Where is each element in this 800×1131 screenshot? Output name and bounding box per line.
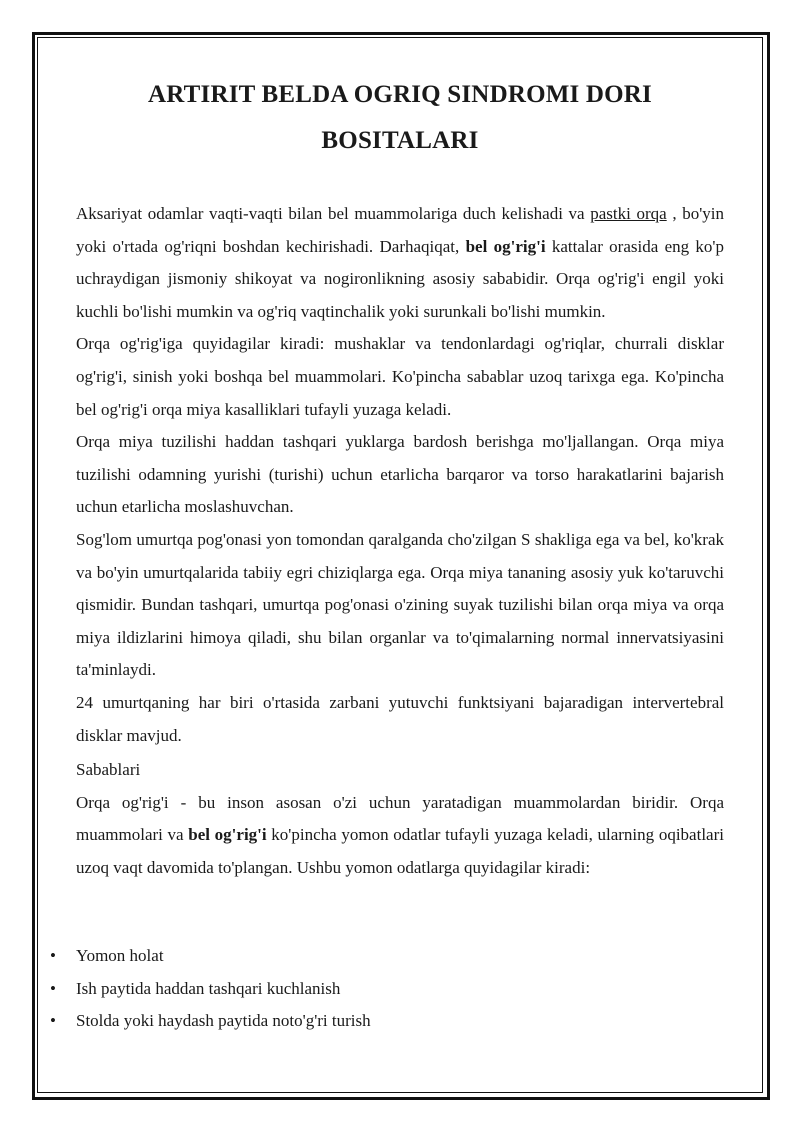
list-item [48, 973, 728, 1006]
document-title: ARTIRIT BELDA OGRIQ SINDROMI DORI BOSITALARI [148, 81, 652, 154]
bel-ogrigi-bold: bel og'rig'i [465, 236, 546, 256]
paragraph-bad-habits [76, 787, 724, 885]
paragraph-bad-habits-text-b: ko'pincha yomon odatlar tufayli yuzaga keladi, ularning oqibatlari uzoq vaqt davomida to'plangan. Ushbu yomon odatlarga quyidagilar kiradi: [76, 825, 724, 877]
paragraph-intro-text-b: , bo'yin yoki o'rtada og'riqni boshdan kechirishadi. Darhaqiqat, [76, 204, 724, 256]
paragraph-intervertebral-discs: 24 umurtqaning har biri o'rtasida zarbani yutuvchi funktsiyani bajaradigan intervertebral disklar mavjud. [76, 692, 724, 745]
bullet-dot-icon: • [50, 978, 56, 998]
paragraph-intro [76, 198, 724, 328]
list-item-text: Yomon holat [76, 946, 164, 965]
list-item [48, 1005, 728, 1038]
bullet-dot-icon: • [50, 1011, 56, 1031]
list-item-text: Ish paytida haddan tashqari kuchlanish [76, 978, 341, 998]
paragraph-healthy-spine: Sog'lom umurtqa pog'onasi yon tomondan qaralganda cho'zilgan S shakliga ega va bel, ko'krak va bo'yin umurtqalarida tabiiy egri chiziqlarga ega. Orqa miya tananing asosiy yuk ko'taruvchi qismidir. Bundan tashqari, umurtqa pog'onasi o'zining suyak tuzilishi bilan orqa miya va orqa miya ildizlarini himoya qiladi, shu bilan organlar va to'qimalarning normal innervatsiyasini ta'minlaydi. [76, 529, 724, 680]
bullet-dot-icon: • [50, 946, 56, 965]
bad-habits-list [48, 940, 728, 1038]
paragraph-intro-text-a: Aksariyat odamlar vaqti-vaqti bilan bel muammolariga duch kelishadi va [76, 204, 591, 223]
paragraph-causes-overview: Orqa og'rig'iga quyidagilar kiradi: mushaklar va tendonlardagi og'riqlar, churrali disklar og'rig'i, sinish yoki boshqa bel muammolari. Ko'pincha sabablar uzoq tarixga ega. Ko'pincha bel og'rig'i orqa miya kasalliklari tufayli yuzaga keladi. [76, 334, 724, 419]
document-body [76, 198, 724, 884]
paragraph-intro-text-c: kattalar orasida eng ko'p uchraydigan jismoniy shikoyat va nogironlikning asosiy sababidir. Orqa og'rig'i engil yoki kuchli bo'lishi mumkin va og'riq vaqtinchalik yoki surunkali bo'lishi mumkin. [76, 236, 724, 321]
pastki-orqa-link[interactable]: pastki orqa [590, 204, 667, 223]
paragraph-spine-structure: Orqa miya tuzilishi haddan tashqari yuklarga bardosh berishga mo'ljallangan. Orqa miya tuzilishi odamning yurishi (turishi) uchun etarlicha barqaror va torso harakatlarini bajarish uchun etarlicha moslashuvchan. [76, 432, 724, 517]
section-heading-sabablari: Sabablari [76, 760, 141, 780]
paragraph-bad-habits-text-a: Orqa og'rig'i - bu inson asosan o'zi uchun yaratadigan muammolardan biridir. Orqa muammolari va [76, 792, 724, 845]
bel-ogrigi-bold-2: bel og'rig'i [188, 825, 267, 845]
list-item [48, 940, 728, 973]
list-item-text: Stolda yoki haydash paytida noto'g'ri turish [76, 1011, 371, 1031]
